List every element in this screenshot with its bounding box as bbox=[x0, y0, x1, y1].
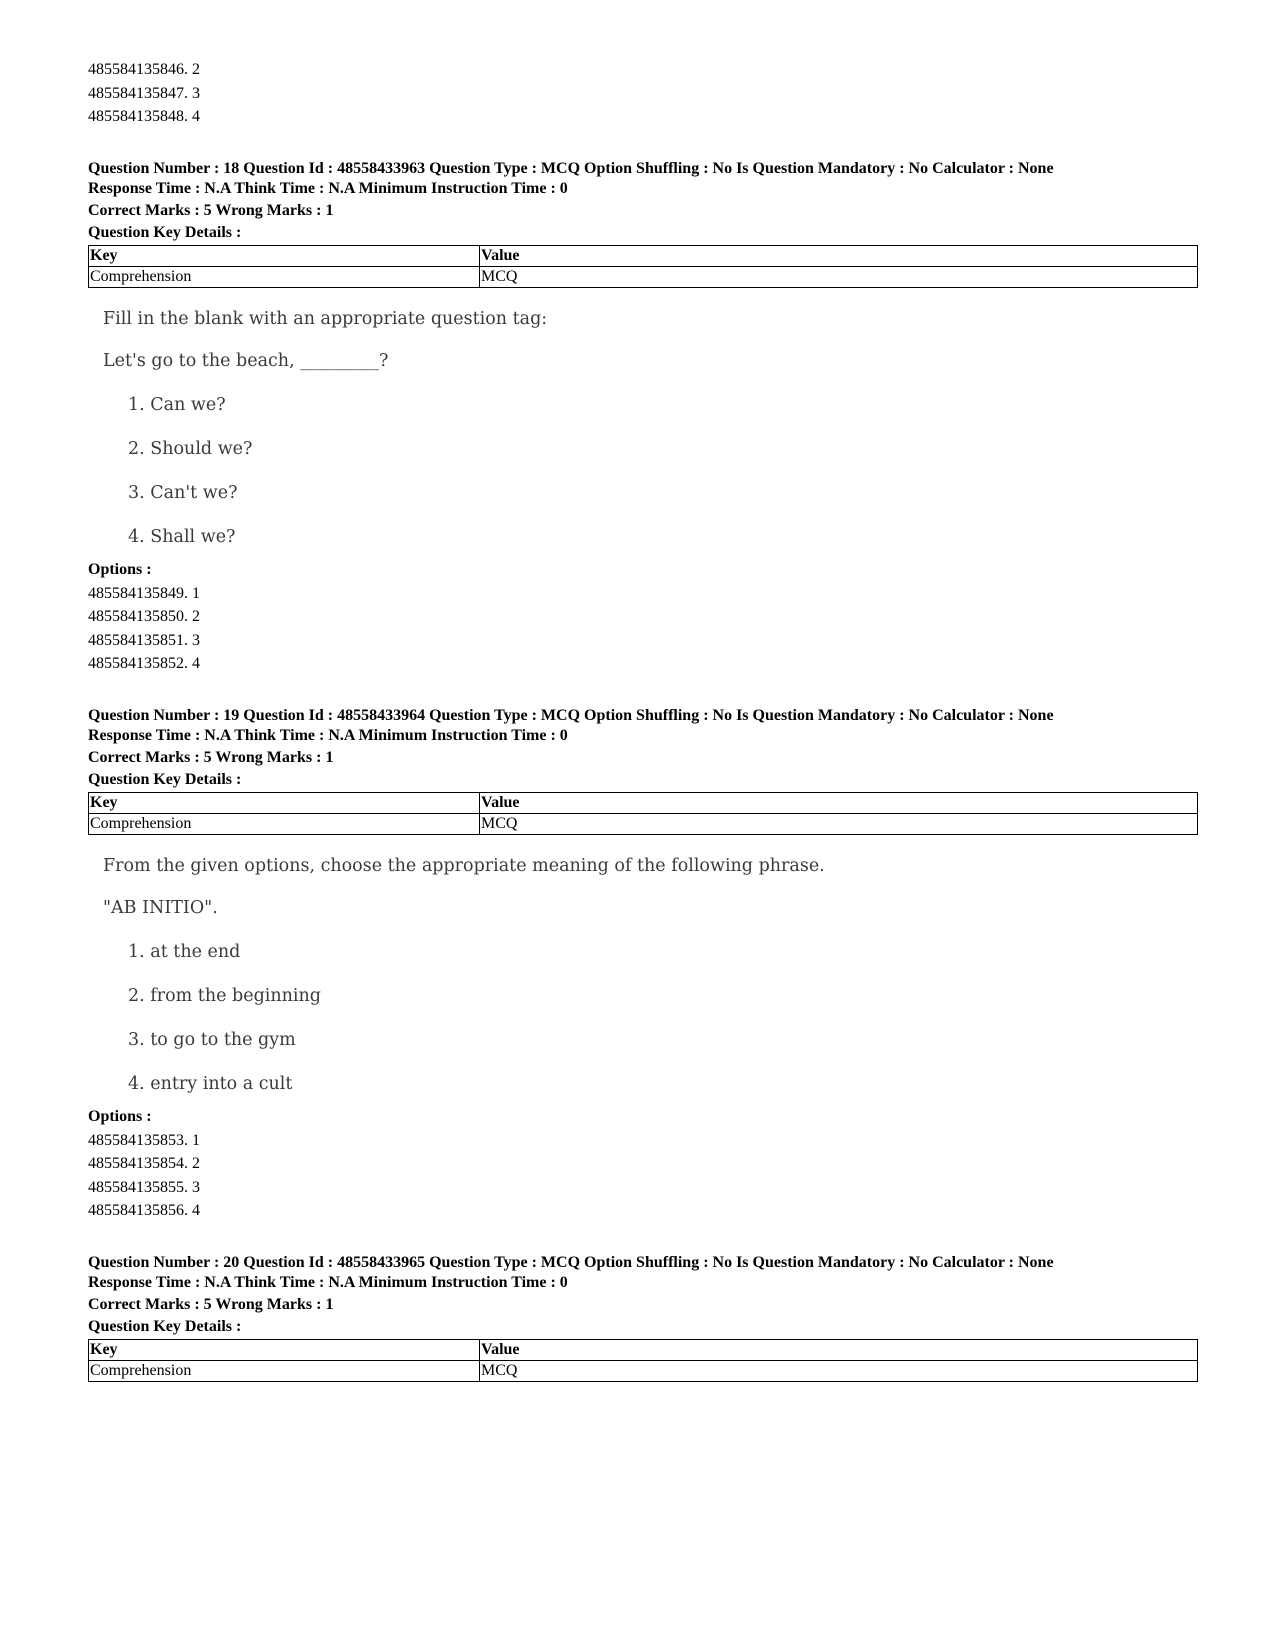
options-list bbox=[88, 582, 1198, 676]
question-meta-line: Question Number : 18 Question Id : 48558433963 Question Type : MCQ Option Shuffling : No Is Question Mandatory : No Calculator : None bbox=[88, 159, 1054, 177]
question-key-table bbox=[88, 1339, 1198, 1382]
table-header-row bbox=[89, 1339, 1198, 1360]
question-timing-line: Response Time : N.A Think Time : N.A Minimum Instruction Time : 0 bbox=[88, 1273, 568, 1291]
table-row bbox=[89, 813, 1198, 834]
table-header-row bbox=[89, 792, 1198, 813]
options-label: Options : bbox=[88, 560, 152, 578]
question-meta-line: Question Number : 19 Question Id : 48558433964 Question Type : MCQ Option Shuffling : No Is Question Mandatory : No Calculator : None bbox=[88, 706, 1054, 724]
question-key-details-label: Question Key Details : bbox=[88, 770, 242, 788]
table-cell-key: Comprehension bbox=[89, 266, 480, 287]
table-header-value: Value bbox=[480, 245, 1198, 266]
table-header-key: Key bbox=[89, 792, 480, 813]
table-cell-key: Comprehension bbox=[89, 1360, 480, 1381]
answer-choice: 2. Should we? bbox=[128, 438, 253, 459]
question-meta-line: Question Number : 20 Question Id : 48558433965 Question Type : MCQ Option Shuffling : No Is Question Mandatory : No Calculator : None bbox=[88, 1253, 1054, 1271]
option-line: 485584135846. 2 bbox=[88, 61, 200, 78]
question-marks-line: Correct Marks : 5 Wrong Marks : 1 bbox=[88, 201, 334, 219]
question-prompt: Fill in the blank with an appropriate question tag: bbox=[103, 308, 548, 329]
options-list bbox=[88, 1129, 1198, 1223]
option-line: 485584135847. 3 bbox=[88, 84, 200, 102]
question-prompt: From the given options, choose the appropriate meaning of the following phrase. bbox=[103, 855, 825, 876]
option-line: 485584135848. 4 bbox=[88, 108, 200, 125]
table-cell-value: MCQ bbox=[480, 813, 1198, 834]
answer-choice: 3. Can't we? bbox=[128, 482, 238, 503]
table-cell-value: MCQ bbox=[480, 266, 1198, 287]
option-line: 485584135853. 1 bbox=[88, 1131, 200, 1149]
question-block-19 bbox=[88, 706, 1198, 1223]
answer-choice: 4. Shall we? bbox=[128, 526, 236, 547]
option-line: 485584135850. 2 bbox=[88, 608, 200, 625]
table-cell-value: MCQ bbox=[480, 1360, 1198, 1381]
answer-choice: 1. Can we? bbox=[128, 394, 226, 415]
answer-choice: 2. from the beginning bbox=[128, 985, 321, 1006]
table-header-key: Key bbox=[89, 1339, 480, 1360]
options-label: Options : bbox=[88, 1107, 152, 1125]
answer-choice: 3. to go to the gym bbox=[128, 1029, 296, 1050]
table-header-value: Value bbox=[480, 1339, 1198, 1360]
table-header-key: Key bbox=[89, 245, 480, 266]
answer-choice: 4. entry into a cult bbox=[128, 1073, 293, 1094]
question-timing-line: Response Time : N.A Think Time : N.A Minimum Instruction Time : 0 bbox=[88, 179, 568, 197]
question-content bbox=[88, 308, 1198, 548]
table-header-row bbox=[89, 245, 1198, 266]
question-block-18 bbox=[88, 159, 1198, 676]
option-line: 485584135856. 4 bbox=[88, 1202, 200, 1219]
question-key-details-label: Question Key Details : bbox=[88, 1317, 242, 1335]
table-cell-key: Comprehension bbox=[89, 813, 480, 834]
table-row bbox=[89, 1360, 1198, 1381]
table-row bbox=[89, 266, 1198, 287]
question-marks-line: Correct Marks : 5 Wrong Marks : 1 bbox=[88, 748, 334, 766]
question-key-table bbox=[88, 245, 1198, 288]
question-key-table bbox=[88, 792, 1198, 835]
answer-choice: 1. at the end bbox=[128, 941, 241, 962]
question-marks-line: Correct Marks : 5 Wrong Marks : 1 bbox=[88, 1295, 334, 1313]
question-content bbox=[88, 855, 1198, 1095]
option-line: 485584135851. 3 bbox=[88, 631, 200, 649]
option-line: 485584135852. 4 bbox=[88, 655, 200, 672]
question-sentence: Let's go to the beach, _________? bbox=[103, 350, 389, 371]
option-line: 485584135854. 2 bbox=[88, 1155, 200, 1172]
table-header-value: Value bbox=[480, 792, 1198, 813]
previous-options-list bbox=[88, 58, 1198, 129]
question-key-details-label: Question Key Details : bbox=[88, 223, 242, 241]
question-block-20 bbox=[88, 1253, 1198, 1382]
question-timing-line: Response Time : N.A Think Time : N.A Minimum Instruction Time : 0 bbox=[88, 726, 568, 744]
question-phrase: "AB INITIO". bbox=[103, 897, 218, 918]
option-line: 485584135855. 3 bbox=[88, 1178, 200, 1196]
option-line: 485584135849. 1 bbox=[88, 584, 200, 602]
document-page bbox=[88, 58, 1198, 1382]
